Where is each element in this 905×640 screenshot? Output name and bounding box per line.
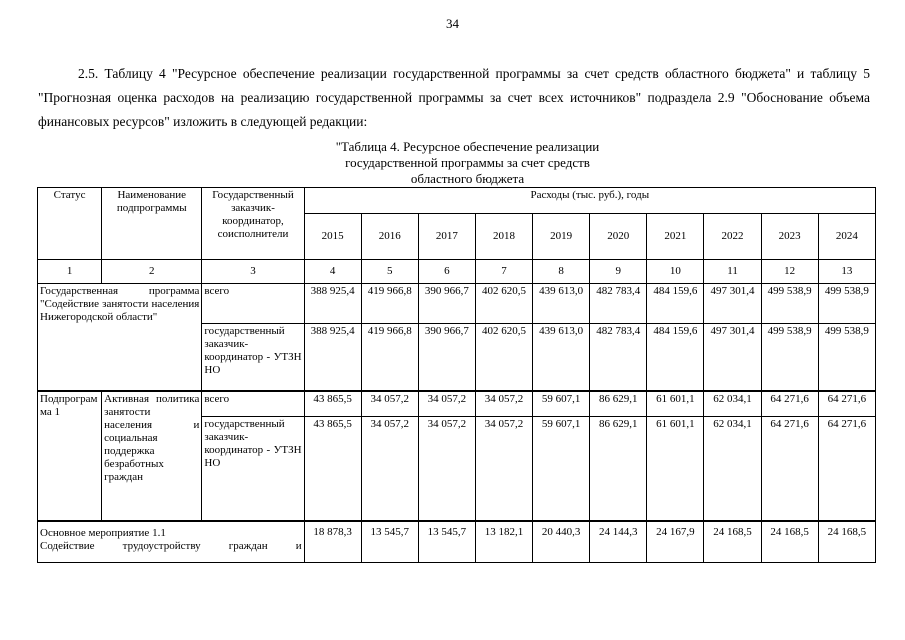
value-cell: 13 182,1 — [475, 521, 532, 563]
col-number: 8 — [533, 260, 590, 284]
value-cell: 34 057,2 — [475, 391, 532, 417]
value-cell: 388 925,4 — [304, 324, 361, 391]
value-cell: 34 057,2 — [418, 391, 475, 417]
value-cell: 34 057,2 — [361, 391, 418, 417]
col-number: 10 — [647, 260, 704, 284]
value-cell: 59 607,1 — [533, 391, 590, 417]
year-2015: 2015 — [304, 214, 361, 260]
value-cell: 34 057,2 — [361, 417, 418, 521]
col-number: 9 — [590, 260, 647, 284]
year-2020: 2020 — [590, 214, 647, 260]
value-cell: 24 168,5 — [761, 521, 818, 563]
value-cell: 497 301,4 — [704, 284, 761, 324]
value-cell: 388 925,4 — [304, 284, 361, 324]
header-expenses: Расходы (тыс. руб.), годы — [304, 188, 875, 214]
column-numbers-row — [38, 260, 876, 284]
value-cell: 86 629,1 — [590, 391, 647, 417]
value-cell: 64 271,6 — [761, 417, 818, 521]
row-label: всего — [202, 391, 304, 417]
program-total-row — [38, 284, 876, 324]
value-cell: 419 966,8 — [361, 324, 418, 391]
value-cell: 499 538,9 — [818, 324, 875, 391]
value-cell: 59 607,1 — [533, 417, 590, 521]
value-cell: 484 159,6 — [647, 284, 704, 324]
year-2021: 2021 — [647, 214, 704, 260]
value-cell: 419 966,8 — [361, 284, 418, 324]
col-number: 13 — [818, 260, 875, 284]
value-cell: 13 545,7 — [418, 521, 475, 563]
resource-table — [37, 187, 876, 563]
value-cell: 61 601,1 — [647, 417, 704, 521]
col-number: 2 — [102, 260, 202, 284]
value-cell: 390 966,7 — [418, 284, 475, 324]
value-cell: 484 159,6 — [647, 324, 704, 391]
subprogram-status: Подпрограмма 1 — [38, 391, 102, 521]
measure-title — [38, 521, 305, 563]
value-cell: 499 538,9 — [761, 284, 818, 324]
year-2019: 2019 — [533, 214, 590, 260]
value-cell: 402 620,5 — [475, 324, 532, 391]
value-cell: 13 545,7 — [361, 521, 418, 563]
col-number: 1 — [38, 260, 102, 284]
table-title-line-1: "Таблица 4. Ресурсное обеспечение реализации — [335, 139, 600, 154]
measure-row — [38, 521, 876, 563]
year-2024: 2024 — [818, 214, 875, 260]
value-cell: 482 783,4 — [590, 324, 647, 391]
value-cell: 390 966,7 — [418, 324, 475, 391]
table-title — [0, 139, 905, 187]
col-number: 4 — [304, 260, 361, 284]
subprogram-total-row — [38, 391, 876, 417]
value-cell: 24 167,9 — [647, 521, 704, 563]
value-cell: 43 865,5 — [304, 417, 361, 521]
col-number: 6 — [418, 260, 475, 284]
page-number: 34 — [446, 16, 459, 31]
row-label: государственный заказчик-координатор - УТЗН НО — [202, 417, 304, 521]
value-cell: 499 538,9 — [818, 284, 875, 324]
table-title-line-3: областного бюджета — [410, 171, 525, 186]
year-2022: 2022 — [704, 214, 761, 260]
year-2023: 2023 — [761, 214, 818, 260]
year-2017: 2017 — [418, 214, 475, 260]
year-2016: 2016 — [361, 214, 418, 260]
value-cell: 62 034,1 — [704, 417, 761, 521]
value-cell: 64 271,6 — [818, 417, 875, 521]
value-cell: 20 440,3 — [533, 521, 590, 563]
value-cell: 24 144,3 — [590, 521, 647, 563]
header-row-1 — [38, 188, 876, 214]
header-status: Статус — [38, 188, 102, 260]
col-number: 5 — [361, 260, 418, 284]
value-cell: 439 613,0 — [533, 284, 590, 324]
row-label: всего — [202, 284, 304, 324]
header-customer: Государственный заказчик-координатор, соисполнители — [202, 188, 304, 260]
subprogram-name: Активная политика занятости населения и социальная поддержка безработных граждан — [102, 391, 202, 521]
value-cell: 34 057,2 — [475, 417, 532, 521]
value-cell: 482 783,4 — [590, 284, 647, 324]
col-number: 3 — [202, 260, 304, 284]
value-cell: 439 613,0 — [533, 324, 590, 391]
col-number: 7 — [475, 260, 532, 284]
col-number: 12 — [761, 260, 818, 284]
row-label: государственный заказчик-координатор - УТЗН НО — [202, 324, 304, 391]
measure-title-line-1: Основное мероприятие 1.1 — [40, 526, 166, 539]
value-cell: 64 271,6 — [818, 391, 875, 417]
measure-title-line-2: Содействие трудоустройству граждан и — [40, 539, 302, 552]
value-cell: 34 057,2 — [418, 417, 475, 521]
value-cell: 61 601,1 — [647, 391, 704, 417]
value-cell: 62 034,1 — [704, 391, 761, 417]
header-name: Наименование подпрограммы — [102, 188, 202, 260]
value-cell: 497 301,4 — [704, 324, 761, 391]
value-cell: 402 620,5 — [475, 284, 532, 324]
value-cell: 499 538,9 — [761, 324, 818, 391]
table-title-line-2: государственной программы за счет средств — [345, 155, 590, 170]
intro-paragraph: 2.5. Таблицу 4 "Ресурсное обеспечение реализации государственной программы за счет средств областного бюджета" и таблицу 5 "Прогнозная оценка расходов на реализацию государственной программы за счет всех источников" подраздела 2.9 "Обоснование объема финансовых ресурсов" изложить в следующей редакции: — [38, 66, 870, 129]
year-2018: 2018 — [475, 214, 532, 260]
value-cell: 24 168,5 — [704, 521, 761, 563]
col-number: 11 — [704, 260, 761, 284]
value-cell: 86 629,1 — [590, 417, 647, 521]
value-cell: 43 865,5 — [304, 391, 361, 417]
value-cell: 18 878,3 — [304, 521, 361, 563]
program-title: Государственная программа "Содействие занятости населения Нижегородской области" — [38, 284, 202, 391]
value-cell: 24 168,5 — [818, 521, 875, 563]
value-cell: 64 271,6 — [761, 391, 818, 417]
